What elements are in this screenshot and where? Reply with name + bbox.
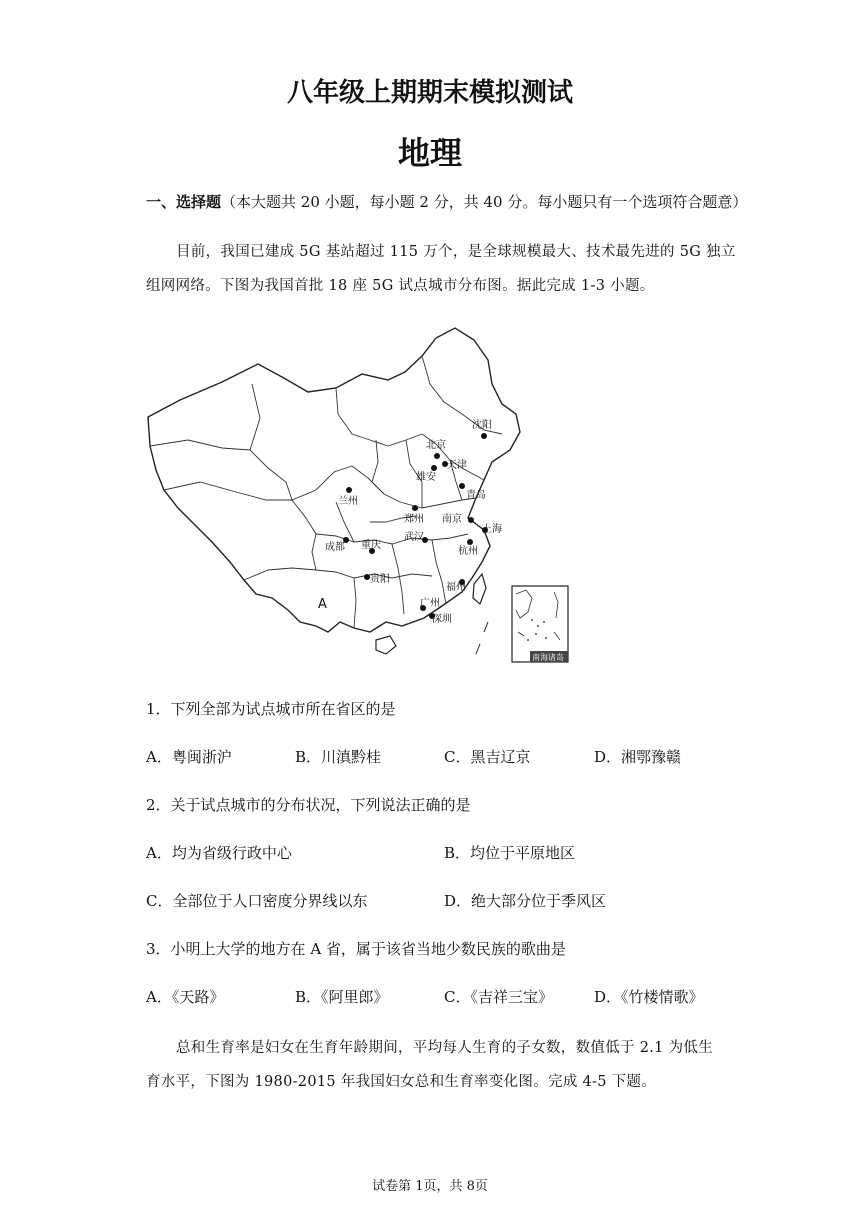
city-label-guangzhou: 广州 [420,598,440,609]
hainan-island [376,636,396,654]
city-label-guiyang: 贵阳 [370,574,390,585]
question-2-stem: 2．关于试点城市的分布状况，下列说法正确的是 [146,796,471,814]
city-label-hangzhou: 杭州 [458,546,478,557]
city-label-xiongan: 雄安 [416,472,436,483]
city-label-wuhan: 武汉 [404,532,424,543]
city-label-chongqing: 重庆 [361,540,381,551]
q3-option-a: A．《天路》 [146,988,225,1006]
section-heading [146,191,747,212]
q3-option-c: C．《吉祥三宝》 [444,988,553,1006]
q2-option-d: D．绝大部分位于季风区 [444,892,607,910]
question-1-stem: 1．下列全部为试点城市所在省区的是 [146,700,396,718]
section-label: 一、选择题 [146,193,222,211]
q3-option-b: B．《阿里郎》 [295,988,389,1006]
city-label-beijing: 北京 [426,440,446,451]
city-dot [412,505,418,511]
city-dot [481,433,487,439]
city-label-shenyang: 沈阳 [472,420,492,431]
passage1-line2: 组网网络。下图为我国首批 18 座 5G 试点城市分布图。据此完成 1-3 小题。 [146,278,655,294]
sea-mark [484,622,488,632]
q1-option-a: A．粤闽浙沪 [146,748,232,766]
q3-option-d: D．《竹楼情歌》 [594,988,704,1006]
city-label-nanjing: 南京 [442,514,462,525]
city-label-shanghai: 上海 [482,524,502,535]
south-china-sea-inset [512,586,568,662]
city-label-lanzhou: 兰州 [338,496,358,507]
subject-title: 地理 [397,134,462,172]
city-dot [434,453,440,459]
region-a-label: A [318,597,327,612]
city-dot [468,517,474,523]
city-label-shenzhen: 深圳 [432,614,452,625]
city-dot [431,465,437,471]
q1-option-d: D．湘鄂豫赣 [594,748,682,766]
exam-title: 八年级上期期末模拟测试 [286,78,573,108]
q1-option-b: B．川滇黔桂 [295,748,382,766]
page-footer: 试卷第 1页，共 8页 [372,1179,488,1194]
q2-option-c: C．全部位于人口密度分界线以东 [146,892,368,910]
section-note: （本大题共 20 小题，每小题 2 分，共 40 分。每小题只有一个选项符合题意） [221,193,748,211]
passage1-line1: 目前，我国已建成 5G 基站超过 115 万个，是全球规模最大、技术最先进的 5G 独立 [176,244,736,260]
inset-caption: 南海诸岛 [532,653,564,662]
q1-option-c: C．黑吉辽京 [444,748,531,766]
question-3-stem: 3．小明上大学的地方在 A 省，属于该省当地少数民族的歌曲是 [146,940,566,958]
sea-mark [476,644,480,654]
city-dot [467,539,473,545]
city-dot [459,483,465,489]
taiwan-island [473,574,486,604]
q2-option-a: A．均为省级行政中心 [146,844,292,862]
passage2-line1: 总和生育率是妇女在生育年龄期间，平均每人生育的子女数，数值低于 2.1 为低生 [176,1040,713,1056]
city-label-chengdu: 成都 [325,542,345,553]
china-5g-city-map [140,322,580,667]
city-label-zhengzhou: 郑州 [404,514,424,525]
city-label-qingdao: 青岛 [466,490,486,501]
q2-option-b: B．均位于平原地区 [444,844,576,862]
city-dot [346,487,352,493]
city-label-fuzhou: 福州 [446,582,466,593]
city-label-tianjin: 天津 [447,460,467,471]
passage2-line2: 育水平，下图为 1980-2015 年我国妇女总和生育率变化图。完成 4-5 下题。 [146,1074,657,1090]
